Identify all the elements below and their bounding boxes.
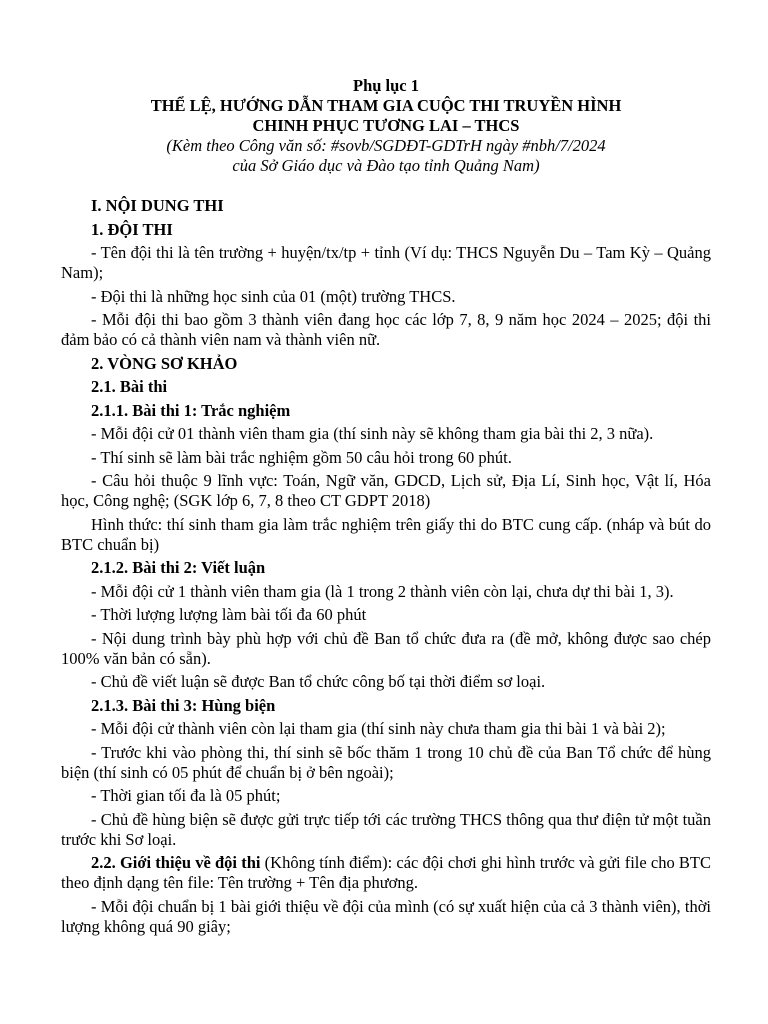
document-header [61,76,711,176]
paragraph: - Chủ đề hùng biện sẽ được gửi trực tiếp tới các trường THCS thông qua thư điện tử một tuần trước khi Sơ loại. [61,809,711,849]
section-heading: I. NỘI DUNG THI [91,196,224,215]
paragraph: - Thời gian tối đa là 05 phút; [91,786,281,805]
paragraph: - Thí sinh sẽ làm bài trắc nghiệm gồm 50 câu hỏi trong 60 phút. [91,447,512,467]
title-line-1: THỂ LỆ, HƯỚNG DẪN THAM GIA CUỘC THI TRUYỀN HÌNH [150,96,622,115]
paragraph: - Nội dung trình bày phù hợp với chủ đề Ban tổ chức đưa ra (đề mở, không được sao chép 100% văn bản có sẵn). [61,628,711,668]
inline-heading: 2.2. Giới thiệu về đội thi [91,853,261,872]
section-heading: 1. ĐỘI THI [91,219,173,239]
paragraph: - Mỗi đội chuẩn bị 1 bài giới thiệu về đội của mình (có sự xuất hiện của cả 3 thành viên), thời lượng không quá 90 giây; [61,896,711,936]
paragraph: - Chủ đề viết luận sẽ được Ban tổ chức công bố tại thời điểm sơ loại. [91,672,546,691]
section-heading: 2.1.2. Bài thi 2: Viết luận [91,558,266,577]
paragraph: - Trước khi vào phòng thi, thí sinh sẽ bốc thăm 1 trong 10 chủ đề của Ban Tổ chức để hùng biện (thí sinh có 05 phút để chuẩn bị ở bên ngoài); [61,742,711,782]
document-body [61,196,711,937]
section-heading: 2.1.3. Bài thi 3: Hùng biện [91,695,276,715]
paragraph: - Tên đội thi là tên trường + huyện/tx/tp + tỉnh (Ví dụ: THCS Nguyễn Du – Tam Kỳ – Quảng Nam); [61,243,711,282]
paragraph: - Mỗi đội thi bao gồm 3 thành viên đang học các lớp 7, 8, 9 năm học 2024 – 2025; đội thi đảm bảo có cả thành viên nam và thành viên nữ. [61,310,711,349]
title-line-2: CHINH PHỤC TƯƠNG LAI – THCS [252,116,520,135]
subtitle-line-2: của Sở Giáo dục và Đào tạo tỉnh Quảng Nam) [232,156,540,175]
paragraph: - Mỗi đội cử thành viên còn lại tham gia (thí sinh này chưa tham gia thi bài 1 và bài 2); [91,719,666,738]
paragraph: Hình thức: thí sinh tham gia làm trắc nghiệm trên giấy thi do BTC cung cấp. (nháp và bút do BTC chuẩn bị) [61,514,711,554]
subtitle-line-1: (Kèm theo Công văn số: #sovb/SGDĐT-GDTrH ngày #nbh/7/2024 [166,136,606,155]
inline-text: (Không tính điểm): các đội chơi ghi hình trước và gửi file cho BTC theo định dạng tên file: Tên trường + Tên địa phương. [61,853,712,892]
paragraph: - Đội thi là những học sinh của 01 (một) trường THCS. [91,286,456,306]
paragraph: - Mỗi đội cử 1 thành viên tham gia (là 1 trong 2 thành viên còn lại, chưa dự thi bài 1, 3). [91,581,674,601]
section-heading: 2.1.1. Bài thi 1: Trắc nghiệm [91,400,291,420]
appendix-label: Phụ lục 1 [352,76,420,95]
paragraph: - Thời lượng lượng làm bài tối đa 60 phút [91,605,367,624]
section-heading: 2. VÒNG SƠ KHẢO [91,353,238,373]
paragraph: - Câu hỏi thuộc 9 lĩnh vực: Toán, Ngữ văn, GDCD, Lịch sử, Địa Lí, Sinh học, Vật lí, Hóa học, Công nghệ; (SGK lớp 6, 7, 8 theo CT GDPT 2018) [61,471,711,510]
paragraph-with-heading [61,853,711,893]
section-heading: 2.1. Bài thi [91,377,168,396]
paragraph: - Mỗi đội cử 01 thành viên tham gia (thí sinh này sẽ không tham gia bài thi 2, 3 nữa). [91,424,654,443]
